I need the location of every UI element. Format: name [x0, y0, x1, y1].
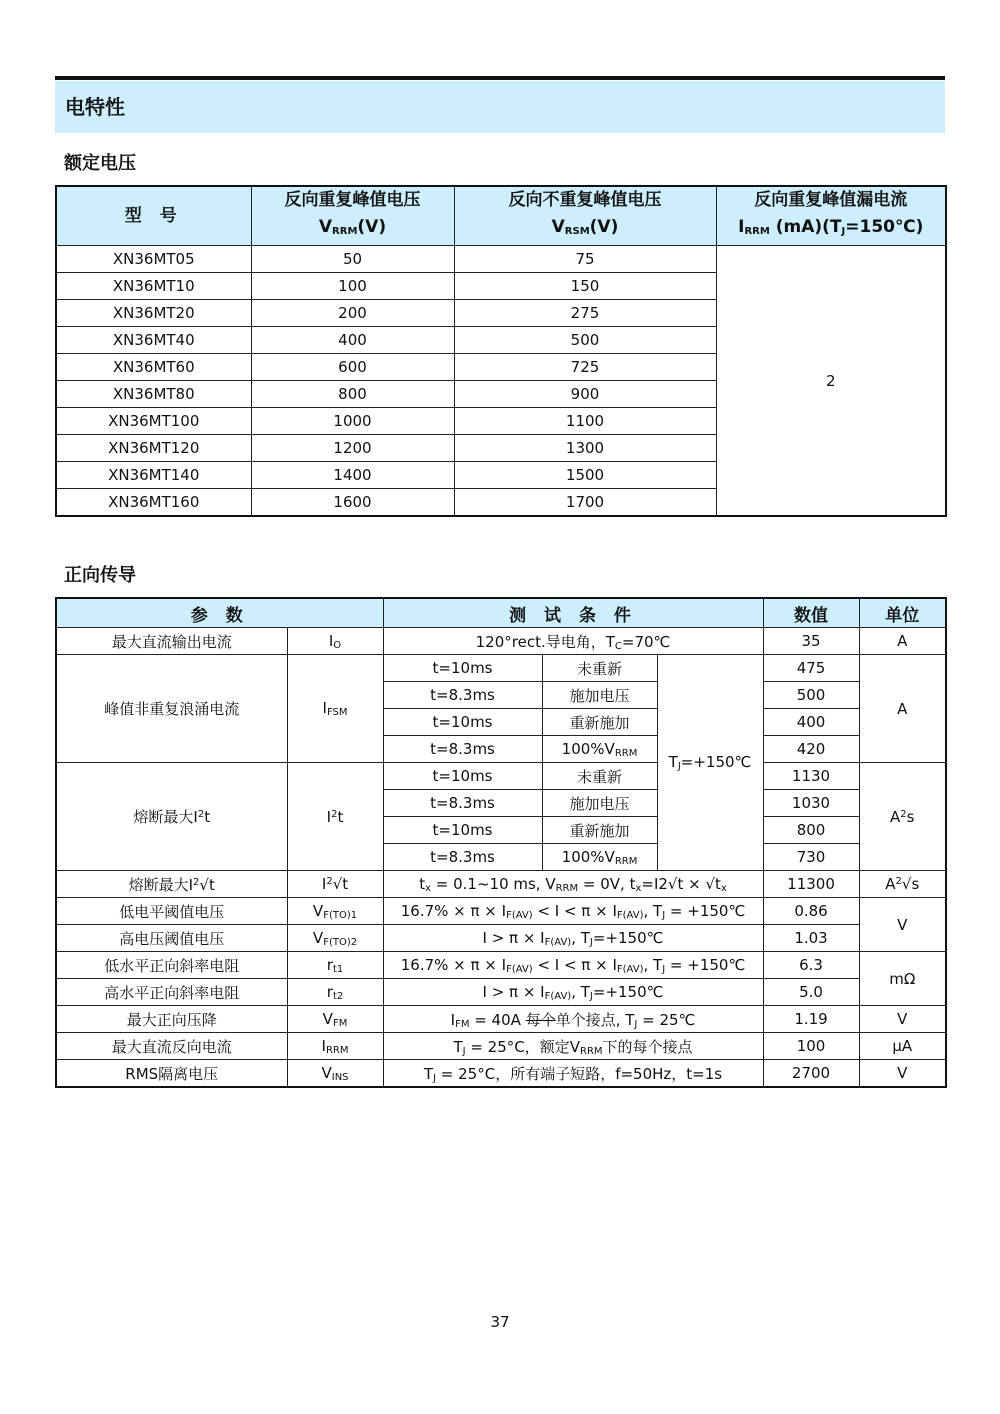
vrsm-cell: 1100: [454, 408, 716, 435]
top-rule: [55, 76, 945, 80]
model-cell: XN36MT60: [56, 354, 251, 381]
time-cell: t=8.3ms: [383, 682, 542, 709]
table-row: [56, 952, 946, 979]
vrsm-cell: 75: [454, 246, 716, 273]
condition-cell: 施加电压: [542, 790, 657, 817]
time-cell: t=8.3ms: [383, 844, 542, 871]
param-name: 高水平正向斜率电阻: [56, 979, 287, 1006]
vrsm-cell: 500: [454, 327, 716, 354]
value-cell: 2700: [763, 1060, 859, 1088]
test-condition: $I_{FM} = 40A$ 每个单个接点, $T_J$ = 25℃: [383, 1006, 763, 1033]
vrsm-cell: 1500: [454, 462, 716, 489]
model-cell: XN36MT120: [56, 435, 251, 462]
header-vrsm: 反向不重复峰值电压 $V_{RSM}(V)$: [454, 186, 716, 246]
vrrm-cell: 1000: [251, 408, 454, 435]
test-condition: $I > \pi \times I_{F(AV)}$, $T_J=+150℃$: [383, 925, 763, 952]
voltage-rating-table: [55, 185, 947, 517]
page-number: 37: [490, 1313, 510, 1331]
junction-temp-cell: $T_J=+150℃$: [657, 655, 763, 871]
unit-cell: $A^2√s$: [859, 871, 946, 898]
model-cell: XN36MT20: [56, 300, 251, 327]
time-cell: t=10ms: [383, 709, 542, 736]
vrrm-cell: 400: [251, 327, 454, 354]
vrrm-cell: 100: [251, 273, 454, 300]
vrrm-cell: 1600: [251, 489, 454, 517]
vrsm-cell: 1700: [454, 489, 716, 517]
param-name: 熔断最大$I^2t$: [56, 763, 287, 871]
model-cell: XN36MT80: [56, 381, 251, 408]
unit-cell: V: [859, 898, 946, 952]
value-cell: 1130: [763, 763, 859, 790]
value-cell: 1.03: [763, 925, 859, 952]
param-name: 峰值非重复浪涌电流: [56, 655, 287, 763]
unit-cell: V: [859, 1060, 946, 1088]
time-cell: t=8.3ms: [383, 736, 542, 763]
header-vrrm: 反向重复峰值电压 $V_{RRM}(V)$: [251, 186, 454, 246]
condition-cell: 重新施加: [542, 709, 657, 736]
param-name: 低电平阈值电压: [56, 898, 287, 925]
value-cell: 730: [763, 844, 859, 871]
vrsm-cell: 725: [454, 354, 716, 381]
value-cell: 0.86: [763, 898, 859, 925]
param-name: 最大正向压降: [56, 1006, 287, 1033]
time-cell: t=10ms: [383, 655, 542, 682]
param-symbol: $I_{RRM}$: [287, 1033, 383, 1060]
param-symbol: $I_O$: [287, 628, 383, 655]
param-name: 低水平正向斜率电阻: [56, 952, 287, 979]
param-name: 最大直流输出电流: [56, 628, 287, 655]
model-cell: XN36MT40: [56, 327, 251, 354]
param-name: 最大直流反向电流: [56, 1033, 287, 1060]
forward-conduction-table: [55, 597, 947, 1088]
condition-cell: $100\%V_{RRM}$: [542, 844, 657, 871]
test-condition: $T_J = 25^\circ C$，额定$V_{RRM}$下的每个接点: [383, 1033, 763, 1060]
header-cond: 测 试 条 件: [383, 598, 763, 628]
header-irrm: 反向重复峰值漏电流 $I_{RRM}$ $(mA)(T_J=150℃)$: [716, 186, 946, 246]
header-value: 数值: [763, 598, 859, 628]
param-symbol: $r_{t1}$: [287, 952, 383, 979]
value-cell: 11300: [763, 871, 859, 898]
vrrm-cell: 800: [251, 381, 454, 408]
test-condition: $I > \pi \times I_{F(AV)}$, $T_J=+150℃$: [383, 979, 763, 1006]
vrrm-cell: 1400: [251, 462, 454, 489]
param-symbol: $I^2√t$: [287, 871, 383, 898]
table-row: [56, 763, 946, 790]
param-symbol: $V_{FM}$: [287, 1006, 383, 1033]
value-cell: 475: [763, 655, 859, 682]
table-row: [56, 1033, 946, 1060]
model-cell: XN36MT160: [56, 489, 251, 517]
vrrm-cell: 200: [251, 300, 454, 327]
table-row: [56, 655, 946, 682]
param-symbol: $I^2t$: [287, 763, 383, 871]
table-row: [56, 1060, 946, 1088]
unit-cell: V: [859, 1006, 946, 1033]
table-row: [56, 628, 946, 655]
value-cell: 35: [763, 628, 859, 655]
table-header-row: [56, 186, 946, 246]
param-symbol: $I_{FSM}$: [287, 655, 383, 763]
table-row: [56, 1006, 946, 1033]
test-condition: 120°rect.导电角，$T_C=70℃$: [383, 628, 763, 655]
value-cell: 500: [763, 682, 859, 709]
value-cell: 420: [763, 736, 859, 763]
model-cell: XN36MT100: [56, 408, 251, 435]
value-cell: 1.19: [763, 1006, 859, 1033]
section-heading: 电特性: [55, 81, 945, 133]
param-symbol: $V_{INS}$: [287, 1060, 383, 1088]
param-symbol: $r_{t2}$: [287, 979, 383, 1006]
condition-cell: $100\%V_{RRM}$: [542, 736, 657, 763]
value-cell: 1030: [763, 790, 859, 817]
value-cell: 5.0: [763, 979, 859, 1006]
vrrm-cell: 600: [251, 354, 454, 381]
test-condition: $16.7\% \times \pi \times I_{F(AV)} < I < \pi \times I_{F(AV)}$, $T_J$ = +150℃: [383, 898, 763, 925]
model-cell: XN36MT10: [56, 273, 251, 300]
param-name: 熔断最大$I^2√t$: [56, 871, 287, 898]
rating-title: 额定电压: [64, 153, 136, 174]
param-name: 高电压阈值电压: [56, 925, 287, 952]
time-cell: t=8.3ms: [383, 790, 542, 817]
param-symbol: $V_{F(TO)2}$: [287, 925, 383, 952]
table-row: [56, 925, 946, 952]
unit-cell: μA: [859, 1033, 946, 1060]
vrsm-cell: 900: [454, 381, 716, 408]
header-model: 型 号: [56, 186, 251, 246]
header-unit: 单位: [859, 598, 946, 628]
table-row: [56, 979, 946, 1006]
unit-cell: A: [859, 628, 946, 655]
unit-cell: mΩ: [859, 952, 946, 1006]
table-header-row: [56, 598, 946, 628]
value-cell: 800: [763, 817, 859, 844]
forward-title: 正向传导: [64, 565, 136, 586]
table-row: [56, 246, 946, 273]
vrsm-cell: 275: [454, 300, 716, 327]
vrrm-cell: 50: [251, 246, 454, 273]
time-cell: t=10ms: [383, 763, 542, 790]
test-condition: $t_x$ = 0.1~10 ms, $V_{RRM} = 0V$, $t_x=I2√t \times √t_x$: [383, 871, 763, 898]
irrm-cell: 2: [716, 246, 946, 517]
condition-cell: 重新施加: [542, 817, 657, 844]
param-symbol: $V_{F(TO)1}$: [287, 898, 383, 925]
condition-cell: 施加电压: [542, 682, 657, 709]
test-condition: $T_J = 25^\circ C$，所有端子短路，f=50Hz，t=1s: [383, 1060, 763, 1088]
param-name: RMS隔离电压: [56, 1060, 287, 1088]
condition-cell: 未重新: [542, 655, 657, 682]
header-param: 参 数: [56, 598, 383, 628]
value-cell: 6.3: [763, 952, 859, 979]
table-row: [56, 871, 946, 898]
unit-cell: A: [859, 655, 946, 763]
value-cell: 100: [763, 1033, 859, 1060]
vrsm-cell: 150: [454, 273, 716, 300]
vrrm-cell: 1200: [251, 435, 454, 462]
model-cell: XN36MT05: [56, 246, 251, 273]
unit-cell: $A^2s$: [859, 763, 946, 871]
test-condition: $16.7\% \times \pi \times I_{F(AV)} < I < \pi \times I_{F(AV)}$, $T_J$ = +150℃: [383, 952, 763, 979]
condition-cell: 未重新: [542, 763, 657, 790]
value-cell: 400: [763, 709, 859, 736]
vrsm-cell: 1300: [454, 435, 716, 462]
time-cell: t=10ms: [383, 817, 542, 844]
model-cell: XN36MT140: [56, 462, 251, 489]
table-row: [56, 898, 946, 925]
